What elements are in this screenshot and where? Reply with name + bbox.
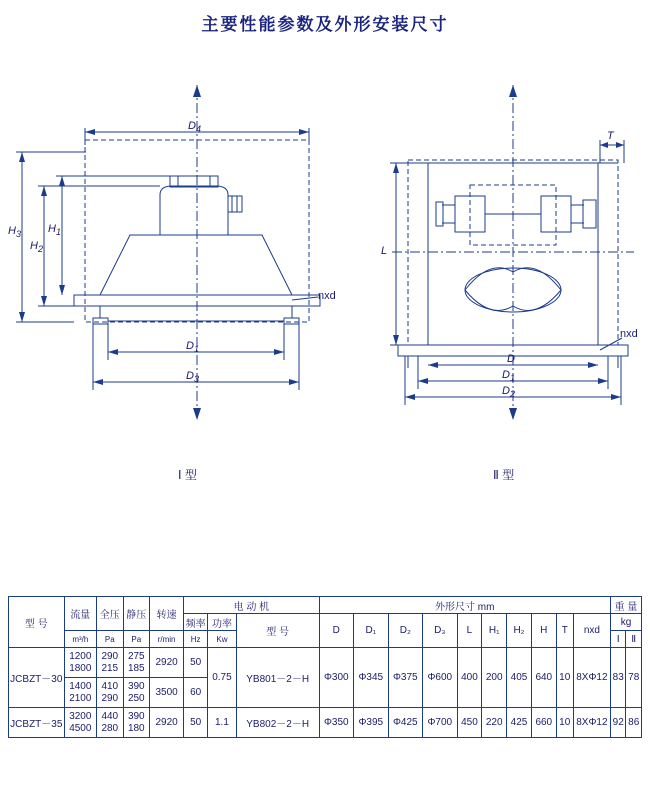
cell-motor-model: YB802－2－H [236,708,319,738]
cell-total-pressure: 410 290 [97,678,124,708]
fig1-label-d4: $D_4$ [188,120,201,135]
fig1-label-d1: $D_1$ [186,340,199,355]
th-power-unit: Kw [208,631,237,648]
cell-dim-d3: Φ700 [423,708,458,738]
cell-static-pressure: 275 185 [123,648,150,678]
th-dim-t: T [556,614,573,648]
cell-dim-h: 660 [531,708,556,738]
cell-dim-d3: Φ600 [423,648,458,708]
fig1-label-h1: $H_1$ [48,223,61,238]
th-speed: 转速 [150,597,184,631]
cell-dim-d: Φ300 [319,648,354,708]
cell-frequency: 50 [184,708,208,738]
fig1-caption: Ⅰ 型 [178,468,197,482]
th-flow: 流量 [64,597,96,631]
fig1-label-nxd: nxd [318,290,336,302]
th-total-pressure-unit: Pa [97,631,124,648]
cell-model: JCBZT－30 [9,648,65,708]
th-dim-d3: D₃ [423,614,458,648]
cell-dim-d2: Φ425 [388,708,423,738]
cell-frequency: 50 [184,648,208,678]
fig1-label-h3: $H_3$ [8,225,21,240]
cell-weight-2: 78 [626,648,642,708]
cell-speed: 3500 [150,678,184,708]
cell-flow: 3200 4500 [64,708,96,738]
cell-static-pressure: 390 180 [123,708,150,738]
cell-motor-model: YB801－2－H [236,648,319,708]
fig2-label-d2: $D_2$ [502,385,515,400]
th-total-pressure: 全压 [97,597,124,631]
fig1-label-h2: $H_2$ [30,240,43,255]
th-dim-d1: D₁ [354,614,389,648]
cell-dim-h: 640 [531,648,556,708]
th-model: 型 号 [9,597,65,648]
th-frequency-unit: Hz [184,631,208,648]
th-speed-unit: r/min [150,631,184,648]
fig2-label-l: L [381,245,388,257]
cell-dim-t: 10 [556,708,573,738]
cell-dim-nxd: 8XΦ12 [573,708,610,738]
cell-power: 0.75 [208,648,237,708]
fig2-label-d: D [507,353,515,365]
fig2-caption: Ⅱ 型 [493,468,515,482]
th-weight-1: Ⅰ [610,631,625,648]
th-motor-group: 电 动 机 [184,597,319,614]
page-title: 主要性能参数及外形安装尺寸 [201,15,449,34]
th-dim-d: D [319,614,354,648]
fig1-label-d3: $D_3$ [186,370,199,385]
cell-power: 1.1 [208,708,237,738]
cell-frequency: 60 [184,678,208,708]
fig2-label-nxd: nxd [620,328,638,340]
th-frequency: 频率 [184,614,208,631]
table-row [9,708,642,738]
th-dim-nxd: nxd [573,614,610,648]
fig1-cone [100,235,292,295]
th-dim-d2: D₂ [388,614,423,648]
cell-total-pressure: 290 215 [97,648,124,678]
th-dim-h1: H₁ [482,614,507,648]
cell-flow: 1200 1800 [64,648,96,678]
th-dim-l: L [457,614,482,648]
th-dim-h2: H₂ [507,614,532,648]
th-dim-h: H [531,614,556,648]
cell-speed: 2920 [150,648,184,678]
cell-dim-h1: 220 [482,708,507,738]
fig2-label-d1: $D_1$ [502,369,515,384]
cell-dim-l: 400 [457,648,482,708]
cell-weight-1: 83 [610,648,625,708]
th-weight-unit: kg [610,614,641,631]
fig2-label-t: T [607,130,614,142]
cell-dim-d2: Φ375 [388,648,423,708]
th-power: 功率 [208,614,237,631]
cell-dim-d: Φ350 [319,708,354,738]
th-flow-unit: m³/h [64,631,96,648]
th-dims-group: 外形尺寸 mm [319,597,610,614]
th-static-pressure: 静压 [123,597,150,631]
cell-static-pressure: 390 250 [123,678,150,708]
spec-table-wrapper [8,596,642,738]
cell-flow: 1400 2100 [64,678,96,708]
th-weight-2: Ⅱ [626,631,642,648]
table-header-row-1 [9,597,642,614]
cell-dim-nxd: 8XΦ12 [573,648,610,708]
cell-model: JCBZT－35 [9,708,65,738]
cell-dim-l: 450 [457,708,482,738]
cell-dim-d1: Φ395 [354,708,389,738]
th-weight-group: 重 量 [610,597,641,614]
cell-total-pressure: 440 280 [97,708,124,738]
cell-dim-h2: 425 [507,708,532,738]
cell-speed: 2920 [150,708,184,738]
th-motor-model: 型 号 [236,614,319,648]
cell-dim-d1: Φ345 [354,648,389,708]
spec-table [8,596,642,738]
th-static-pressure-unit: Pa [123,631,150,648]
cell-weight-2: 86 [626,708,642,738]
cell-weight-1: 92 [610,708,625,738]
cell-dim-h2: 405 [507,648,532,708]
table-row [9,648,642,678]
cell-dim-h1: 200 [482,648,507,708]
cell-dim-t: 10 [556,648,573,708]
